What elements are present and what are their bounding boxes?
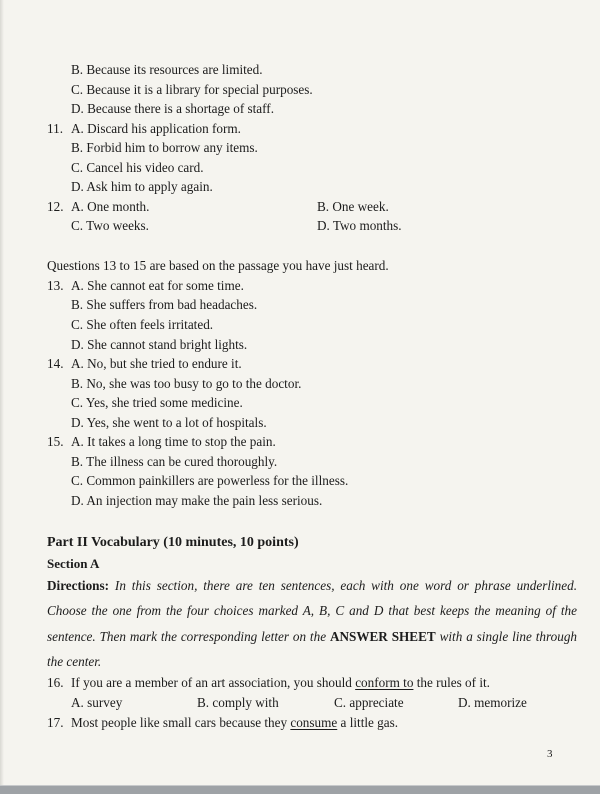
q16-option-c [334,695,404,711]
directions [47,573,577,674]
option-letter: B. [317,199,330,214]
passage-intro: Questions 13 to 15 are based on the passage you have just heard. [47,258,389,273]
q11-option-a [71,121,241,137]
option-letter: B. [71,297,84,312]
q17-stem [71,715,398,731]
option-text: Because there is a shortage of staff. [87,101,274,116]
q12-number: 12. [47,199,64,214]
stem-text: Most people like small cars because they [71,715,288,730]
option-letter: D. [458,695,471,710]
option-letter: A. [71,278,84,293]
option-text: She cannot eat for some time. [87,278,244,293]
page-edge-shadow [0,0,4,785]
option-text: comply with [212,695,279,710]
option-text: Two weeks. [86,218,149,233]
option-text: Because its resources are limited. [86,62,263,77]
option-text: An injection may make the pain less serious. [86,493,323,508]
q14-option-b [71,376,301,392]
option-letter: B. [71,62,84,77]
option-letter: B. [197,695,210,710]
stem-text: the rules of it. [416,675,490,690]
q16-number: 16. [47,675,64,690]
q12-option-d [317,218,402,234]
option-letter: C. [71,473,84,488]
q15-option-a [71,434,276,450]
q10-option-c [71,82,313,98]
part-title: Part II Vocabulary (10 minutes, 10 points) [47,535,299,550]
option-text: Common painkillers are powerless for the illness. [86,473,349,488]
directions-label: Directions: [47,578,110,593]
underlined-word: consume [290,715,338,730]
option-letter: D. [71,493,84,508]
directions-text: In this section, there are ten sentences, each with one word or phrase underlined. Choose the one from the four choices marked A, B, C and D that best keeps the meaning of the sentence. Then mark the corresponding letter on the [47,578,578,644]
q14-option-a [71,356,242,372]
option-text: Forbid him to borrow any items. [86,140,258,155]
q11-number: 11. [47,121,63,136]
option-letter: A. [71,121,84,136]
q13-option-b [71,297,257,313]
option-text: Yes, she tried some medicine. [85,395,243,410]
q17-number: 17. [47,715,64,730]
q16-option-a [71,695,122,711]
q15-option-c [71,473,348,489]
q10-option-b [71,62,263,78]
option-letter: C. [71,317,84,332]
directions-text-end: with a single line through the center. [47,628,578,669]
option-letter: C. [71,160,84,175]
q15-number: 15. [47,434,64,449]
option-text: She cannot stand bright lights. [87,337,248,352]
option-text: She suffers from bad headaches. [86,297,258,312]
option-text: The illness can be cured thoroughly. [86,454,278,469]
option-letter: D. [71,415,84,430]
option-text: Cancel his video card. [86,160,204,175]
option-letter: D. [317,218,330,233]
option-letter: D. [71,337,84,352]
page-number: 3 [547,748,553,760]
q14-option-c [71,395,243,411]
option-letter: D. [71,179,84,194]
option-text: No, she was too busy to go to the doctor. [86,376,302,391]
option-text: memorize [474,695,527,710]
option-text: One month. [87,199,150,214]
q16-option-b [197,695,279,711]
q10-option-d [71,101,274,117]
q11-option-b [71,140,258,156]
q13-number: 13. [47,278,64,293]
option-letter: C. [71,395,84,410]
option-letter: A. [71,199,84,214]
option-text: One week. [332,199,389,214]
q16-stem [71,675,490,691]
option-text: Yes, she went to a lot of hospitals. [86,415,267,430]
option-letter: D. [71,101,84,116]
option-text: Because it is a library for special purposes. [86,82,313,97]
q13-option-a [71,278,244,294]
option-text: survey [87,695,123,710]
q12-option-b [317,199,389,215]
q11-option-c [71,160,204,176]
answer-sheet-label: ANSWER SHEET [329,628,436,644]
option-letter: C. [71,218,84,233]
q15-option-b [71,454,277,470]
option-letter: B. [71,140,84,155]
option-text: appreciate [349,695,404,710]
option-letter: A. [71,695,84,710]
option-letter: B. [71,376,84,391]
q16-option-d [458,695,527,711]
underlined-phrase: conform to [355,675,414,690]
q12-option-a [71,199,149,215]
option-letter: C. [71,82,84,97]
q12-option-c [71,218,149,234]
q13-option-c [71,317,213,333]
section-title: Section A [47,556,100,571]
option-text: Ask him to apply again. [86,179,213,194]
option-text: Discard his application form. [87,121,241,136]
q13-option-d [71,337,247,353]
q15-option-d [71,493,322,509]
q14-option-d [71,415,267,431]
option-text: No, but she tried to endure it. [87,356,242,371]
option-letter: A. [71,356,84,371]
q14-number: 14. [47,356,64,371]
option-letter: B. [71,454,84,469]
option-text: It takes a long time to stop the pain. [87,434,276,449]
stem-text: a little gas. [340,715,399,730]
option-letter: C. [334,695,347,710]
stem-text: If you are a member of an art association, you should [71,675,352,690]
option-letter: A. [71,434,84,449]
option-text: She often feels irritated. [86,317,214,332]
option-text: Two months. [332,218,402,233]
q11-option-d [71,179,213,195]
